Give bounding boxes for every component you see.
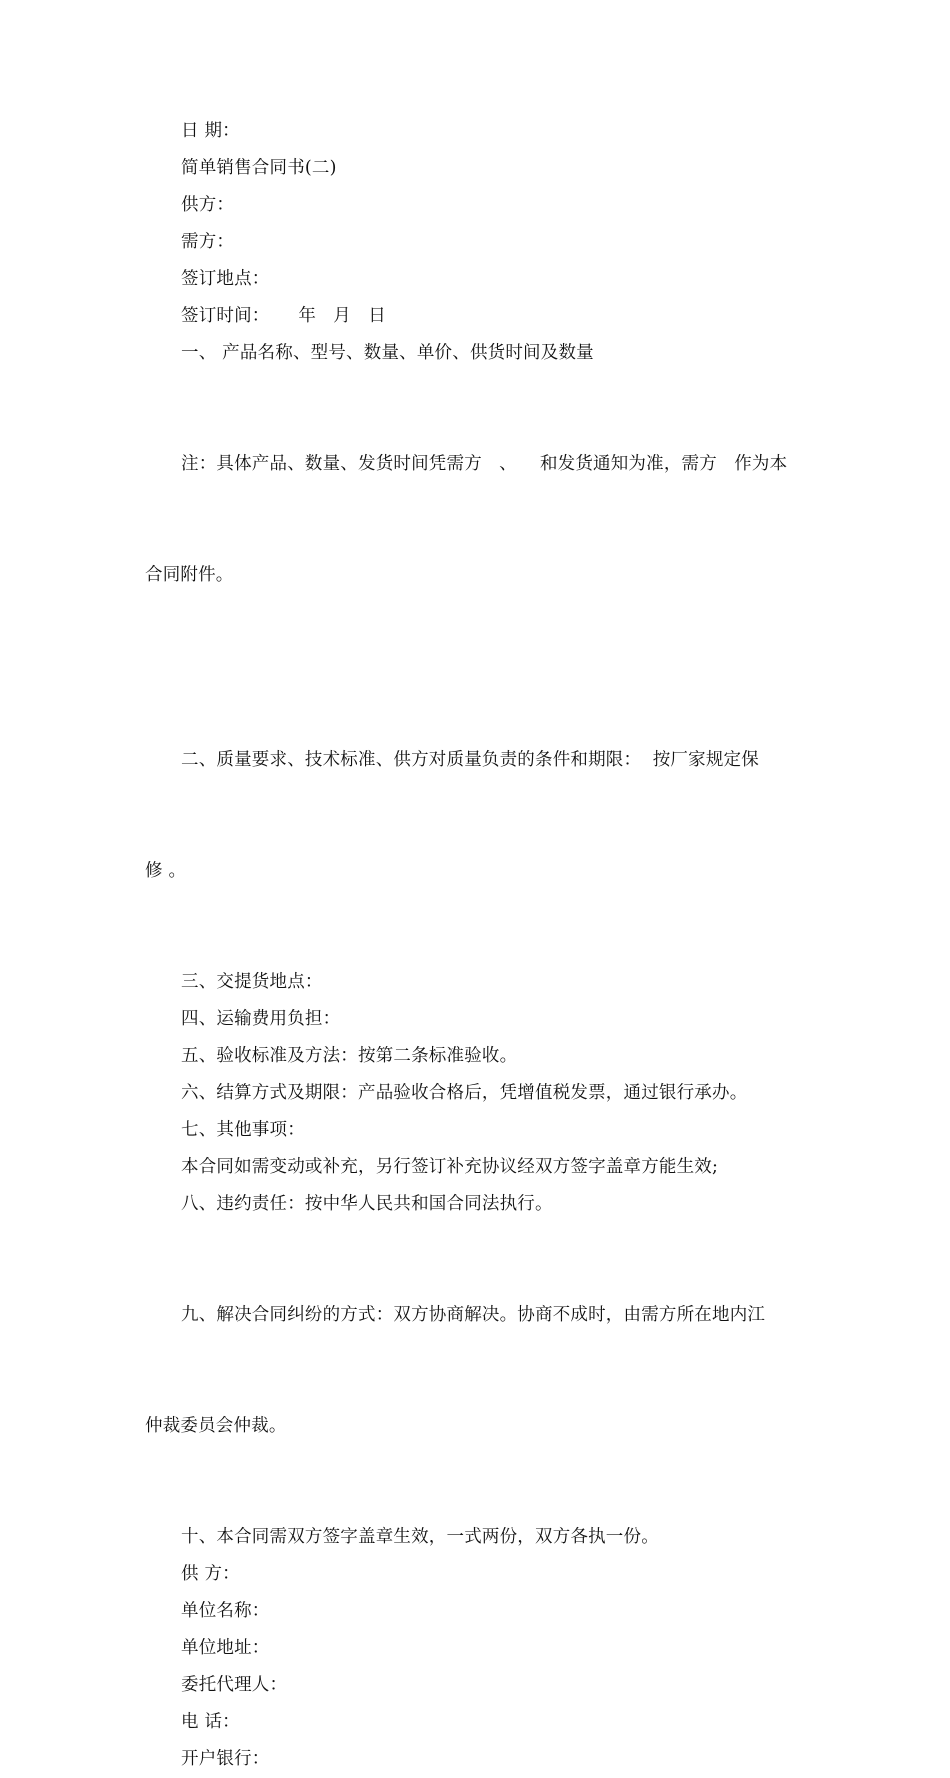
clause-1: 一、 产品名称、型号、数量、单价、供货时间及数量 — [181, 343, 594, 363]
buyer-label: 需方： — [181, 232, 235, 252]
signing-place-label: 签订地点： — [181, 269, 270, 289]
signature-supplier-label: 供 方： — [181, 1564, 240, 1584]
clause-3: 三、交提货地点： — [181, 972, 323, 992]
clause-7: 七、其他事项： — [181, 1120, 305, 1140]
clause-2 — [145, 668, 805, 964]
unit-name-label: 单位名称： — [181, 1601, 270, 1621]
supplier-label: 供方： — [181, 195, 235, 215]
clause-10: 十、本合同需双方签字盖章生效，一式两份，双方各执一份。 — [181, 1527, 659, 1547]
agent-label: 委托代理人： — [181, 1675, 288, 1695]
note-line-2: 合同附件。 — [145, 565, 234, 585]
date-label: 日 期： — [181, 121, 240, 141]
clause-9-line-2: 仲裁委员会仲裁。 — [145, 1416, 287, 1436]
clause-9 — [145, 1223, 805, 1519]
contract-title: 简单销售合同书(二) — [181, 158, 337, 178]
clause-5: 五、验收标准及方法：按第二条标准验收。 — [181, 1046, 518, 1066]
unit-address-label: 单位地址： — [181, 1638, 270, 1658]
document-body — [145, 113, 805, 1778]
clause-2-line-1: 二、质量要求、技术标准、供方对质量负责的条件和期限： 按厂家规定保 — [181, 750, 759, 770]
signing-time-label: 签订时间： 年 月 日 — [181, 306, 386, 326]
bank-label: 开户银行： — [181, 1749, 270, 1769]
clause-8: 八、违约责任：按中华人民共和国合同法执行。 — [181, 1194, 553, 1214]
clause-2-line-2: 修 。 — [145, 861, 187, 881]
note-paragraph — [145, 372, 805, 668]
phone-label: 电 话： — [181, 1712, 240, 1732]
clause-9-line-1: 九、解决合同纠纷的方式：双方协商解决。协商不成时，由需方所在地内江 — [181, 1305, 766, 1325]
clause-6: 六、结算方式及期限：产品验收合格后，凭增值税发票，通过银行承办。 — [181, 1083, 748, 1103]
clause-7-detail: 本合同如需变动或补充，另行签订补充协议经双方签字盖章方能生效; — [181, 1157, 719, 1177]
clause-4: 四、运输费用负担： — [181, 1009, 341, 1029]
note-line-1: 注：具体产品、数量、发货时间凭需方 、 和发货通知为准，需方 作为本 — [181, 454, 788, 474]
